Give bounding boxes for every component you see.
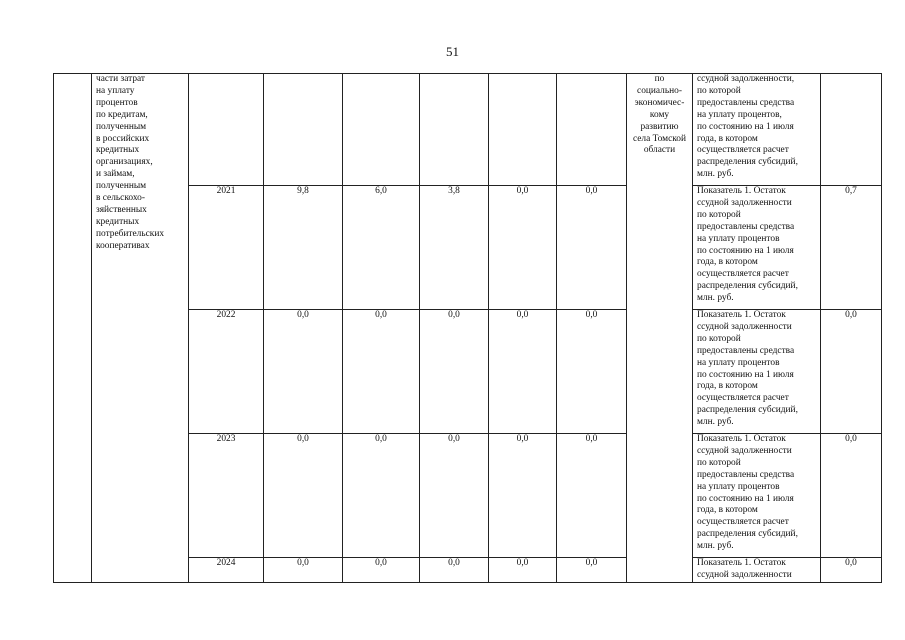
indicator-line: года, в котором: [697, 133, 758, 144]
indicator-line: по которой: [697, 333, 741, 344]
indicator-cell: [693, 434, 821, 558]
indicator-line: распределения субсидий,: [697, 405, 798, 416]
indicator-line: млн. руб.: [697, 293, 734, 304]
indicator-line: по состоянию на 1 июля: [697, 121, 794, 132]
other-cell: 0,0: [557, 186, 627, 310]
executor-line: социально-: [637, 85, 682, 96]
indicator-line: года, в котором: [697, 257, 758, 268]
purpose-line: потребительских: [96, 228, 165, 239]
other-cell: 0,0: [557, 434, 627, 558]
total-cell: 0,0: [264, 558, 343, 583]
indicator-line: млн. руб.: [697, 541, 734, 552]
purpose-line: по кредитам,: [96, 109, 148, 120]
table-row: [54, 74, 882, 186]
federal-cell: 0,0: [343, 434, 420, 558]
indicator-line: ссудной задолженности: [697, 321, 792, 332]
purpose-line: и займам,: [96, 169, 135, 180]
year-cell: 2021: [189, 186, 264, 310]
local-cell: [489, 74, 557, 186]
federal-cell: 0,0: [343, 310, 420, 434]
executor-cell: [627, 74, 693, 583]
purpose-line: на уплату: [96, 85, 135, 96]
indicator-line: года, в котором: [697, 381, 758, 392]
indicator-line: по которой: [697, 85, 741, 96]
local-cell: 0,0: [489, 558, 557, 583]
executor-line: развитию: [640, 121, 679, 132]
indicator-line: ссудной задолженности: [697, 445, 792, 456]
indicator-cell: [693, 74, 821, 186]
purpose-line: в сельскохо-: [96, 193, 145, 204]
total-cell: 0,0: [264, 434, 343, 558]
indicator-line: на уплату процентов: [697, 357, 780, 368]
indicator-line: распределения субсидий,: [697, 157, 798, 168]
indicator-line: ссудной задолженности,: [697, 74, 795, 84]
purpose-line: зяйственных: [96, 204, 147, 215]
executor-line: села Томской: [632, 133, 687, 144]
purpose-line: кредитных: [96, 145, 140, 156]
total-cell: 0,0: [264, 310, 343, 434]
indicator-line: ссудной задолженности: [697, 569, 792, 580]
indicator-line: осуществляется расчет: [697, 393, 789, 404]
indicator-value-cell: 0,0: [821, 558, 882, 583]
purpose-line: кредитных: [96, 216, 140, 227]
indicator-line: Показатель 1. Остаток: [697, 310, 786, 320]
executor-line: кому: [649, 109, 670, 120]
indicator-line: предоставлены средства: [697, 469, 795, 480]
indicator-value-cell: 0,7: [821, 186, 882, 310]
other-cell: [557, 74, 627, 186]
indicator-line: на уплату процентов: [697, 481, 780, 492]
indicator-value-cell: 0,0: [821, 310, 882, 434]
program-activities-table: [53, 73, 882, 583]
indicator-line: предоставлены средства: [697, 345, 795, 356]
total-cell: 9,8: [264, 186, 343, 310]
purpose-line: организациях,: [96, 157, 153, 168]
indicator-line: млн. руб.: [697, 169, 734, 180]
purpose-line: процентов: [96, 97, 138, 108]
indicator-line: ссудной задолженности: [697, 197, 792, 208]
indicator-line: Показатель 1. Остаток: [697, 434, 786, 444]
other-cell: 0,0: [557, 310, 627, 434]
local-cell: 0,0: [489, 186, 557, 310]
indicator-line: млн. руб.: [697, 417, 734, 428]
indicator-line: по которой: [697, 209, 741, 220]
regional-cell: 0,0: [420, 434, 489, 558]
other-cell: 0,0: [557, 558, 627, 583]
year-cell: 2024: [189, 558, 264, 583]
federal-cell: [343, 74, 420, 186]
indicator-line: года, в котором: [697, 505, 758, 516]
executor-line: области: [643, 145, 676, 156]
indicator-line: предоставлены средства: [697, 221, 795, 232]
indicator-line: предоставлены средства: [697, 97, 795, 108]
purpose-line: части затрат: [96, 74, 146, 84]
year-cell: 2022: [189, 310, 264, 434]
indicator-line: на уплату процентов,: [697, 109, 782, 120]
purpose-cell: [92, 74, 189, 583]
indicator-line: распределения субсидий,: [697, 529, 798, 540]
purpose-line: кооперативах: [96, 240, 150, 251]
local-cell: 0,0: [489, 434, 557, 558]
federal-cell: 0,0: [343, 558, 420, 583]
page-number: 51: [446, 44, 459, 59]
indicator-line: осуществляется расчет: [697, 517, 789, 528]
indicator-line: по состоянию на 1 июля: [697, 245, 794, 256]
indicator-line: Показатель 1. Остаток: [697, 558, 786, 568]
indicator-value-cell: [821, 74, 882, 186]
regional-cell: 0,0: [420, 558, 489, 583]
executor-line: экономичес-: [634, 97, 685, 108]
year-cell: 2023: [189, 434, 264, 558]
indicator-cell: [693, 558, 821, 583]
indicator-line: осуществляется расчет: [697, 145, 789, 156]
regional-cell: 3,8: [420, 186, 489, 310]
executor-line: по: [654, 74, 665, 84]
indicator-line: по которой: [697, 457, 741, 468]
total-cell: [264, 74, 343, 186]
local-cell: 0,0: [489, 310, 557, 434]
regional-cell: 0,0: [420, 310, 489, 434]
indicator-line: распределения субсидий,: [697, 281, 798, 292]
indicator-line: по состоянию на 1 июля: [697, 493, 794, 504]
indicator-value-cell: 0,0: [821, 434, 882, 558]
purpose-line: в российских: [96, 133, 150, 144]
indicator-line: осуществляется расчет: [697, 269, 789, 280]
purpose-line: полученным: [96, 181, 147, 192]
indicator-line: на уплату процентов: [697, 233, 780, 244]
indicator-line: по состоянию на 1 июля: [697, 369, 794, 380]
federal-cell: 6,0: [343, 186, 420, 310]
indicator-cell: [693, 310, 821, 434]
year-cell: [189, 74, 264, 186]
indicator-line: Показатель 1. Остаток: [697, 186, 786, 196]
indicator-cell: [693, 186, 821, 310]
number-cell: [54, 74, 92, 583]
purpose-line: полученным: [96, 121, 147, 132]
regional-cell: [420, 74, 489, 186]
